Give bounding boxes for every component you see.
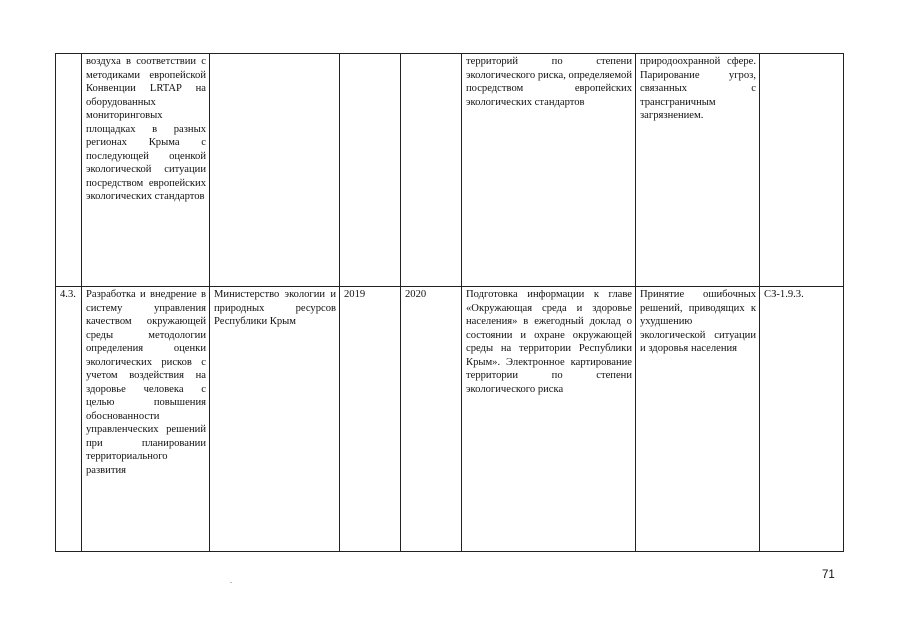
cell-number [56, 54, 82, 287]
cell-result: Подготовка информации к главе «Окружающая среда и здоровье населения» в ежегодный доклад о состоянии и охране окружающей среды на территории Республики Крым». Электронное картирование территории по степени экологического риска [462, 287, 636, 552]
cell-result: территорий по степени экологического риска, определяемой посредством европейских экологических стандартов [462, 54, 636, 287]
cell-action: Разработка и внедрение в систему управления качеством окружающей среды методологии определения оценки экологических рисков с учетом воздействия на здоровье человека с целью повышения обоснованности управленческих решений при планировании территориального развития [82, 287, 210, 552]
cell-executor: Министерство экологии и природных ресурсов Республики Крым [210, 287, 340, 552]
cell-start-year [340, 54, 401, 287]
cell-risk: природоохранной сфере. Парирование угроз, связанных с трансграничным загрязнением. [636, 54, 760, 287]
table-row [56, 54, 844, 287]
cell-code: СЗ-1.9.3. [760, 287, 844, 552]
scan-speck [230, 582, 232, 583]
cell-end-year [401, 54, 462, 287]
cell-code [760, 54, 844, 287]
cell-action: воздуха в соответствии с методиками европейской Конвенции LRTAP на оборудованных мониторинговых площадках в разных регионах Крыма с последующей оценкой экологической ситуации посредством европейских экологических стандартов [82, 54, 210, 287]
cell-risk: Принятие ошибочных решений, приводящих к ухудшению экологической ситуации и здоровья населения [636, 287, 760, 552]
cell-number: 4.3. [56, 287, 82, 552]
measures-table [55, 53, 844, 552]
table-row [56, 287, 844, 552]
cell-executor [210, 54, 340, 287]
page-number: 71 [822, 569, 835, 581]
cell-end-year: 2020 [401, 287, 462, 552]
cell-start-year: 2019 [340, 287, 401, 552]
